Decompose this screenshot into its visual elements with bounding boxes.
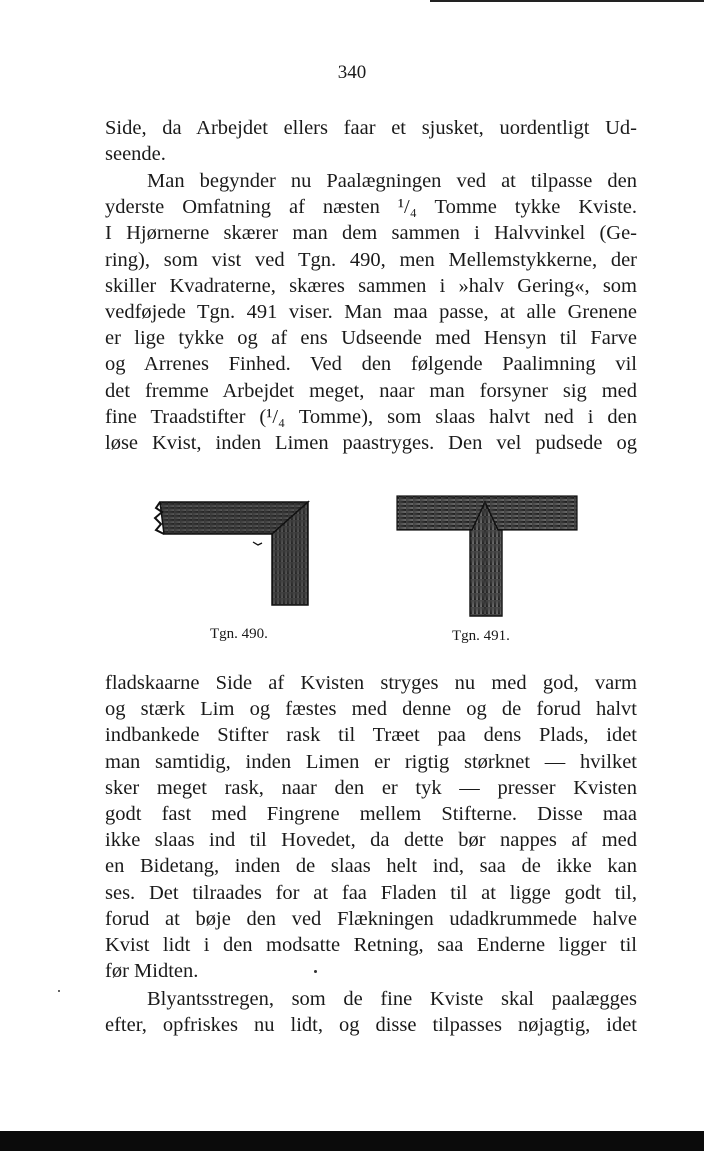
corner-joint-illustration xyxy=(150,490,315,615)
paragraph-4 xyxy=(105,986,637,1038)
text-line: vedføjede Tgn. 491 viser. Man maa passe, at alle Grenene xyxy=(105,301,637,324)
text-line: sker meget rask, naar den er tyk — presser Kvisten xyxy=(105,776,637,799)
text-line: løse Kvist, inden Limen paastryges. Den vel pudsede og xyxy=(105,432,637,455)
text-line: en Bidetang, inden de slaas helt ind, saa de ikke kan xyxy=(105,855,637,878)
text-line: Blyantsstregen, som de fine Kviste skal paalægges xyxy=(147,988,637,1010)
t-joint-illustration xyxy=(385,488,585,618)
text-line: ses. Det tilraades for at faa Fladen til at ligge godt til, xyxy=(105,881,637,904)
text-line: Side, da Arbejdet ellers faar et sjusket, uordentligt Ud- xyxy=(105,117,637,139)
print-speck xyxy=(58,990,60,992)
text-line: indbankede Stifter rask til Træet paa dens Plads, idet xyxy=(105,724,637,747)
text-line: før Midten. xyxy=(105,960,199,983)
top-rule xyxy=(430,0,704,2)
text-line: seende. xyxy=(105,143,166,166)
text-line: det fremme Arbejdet meget, naar man forsyner sig med xyxy=(105,379,637,402)
paragraph-1 xyxy=(105,115,637,167)
text-line: efter, opfriskes nu lidt, og disse tilpasses nøjagtig, idet xyxy=(105,1014,637,1037)
figure-490-mitre-corner xyxy=(150,490,315,615)
text-line: Kvist lidt i den modsatte Retning, saa Enderne ligger til xyxy=(105,934,637,957)
figure-491-t-joint xyxy=(385,488,585,618)
text-line: ikke slaas ind til Hovedet, da dette bør nappes af med xyxy=(105,829,637,852)
text-line: og stærk Lim og fæstes med denne og de forud halvt xyxy=(105,698,637,721)
text-line: fine Traadstifter (¹/₄ Tomme), som slaas halvt ned i den xyxy=(105,405,637,428)
text-line: ring), som vist ved Tgn. 490, men Mellemstykkerne, der xyxy=(105,248,637,271)
text-line: godt fast med Fingrene mellem Stifterne. Disse maa xyxy=(105,803,637,826)
paragraph-2 xyxy=(105,168,637,456)
page-number: 340 xyxy=(337,62,367,83)
text-line: man samtidig, inden Limen er rigtig størknet — hvilket xyxy=(105,750,637,773)
text-line: yderste Omfatning af næsten ¹/₄ Tomme tykke Kviste. xyxy=(105,196,637,219)
text-line: og Arrenes Finhed. Ved den følgende Paalimning vil xyxy=(105,353,637,376)
text-line: forud at bøje den ved Flækningen udadkrummede halve xyxy=(105,907,637,930)
text-line: er lige tykke og af ens Udseende med Hensyn til Farve xyxy=(105,327,637,350)
text-line: I Hjørnerne skærer man dem sammen i Halvvinkel (Ge- xyxy=(105,222,637,245)
scan-bottom-edge xyxy=(0,1131,704,1151)
figure-491-caption: Tgn. 491. xyxy=(452,628,510,644)
figure-490-caption: Tgn. 490. xyxy=(210,626,268,642)
text-line: skiller Kvadraterne, skæres sammen i »halv Gering«, som xyxy=(105,274,637,297)
text-line: fladskaarne Side af Kvisten stryges nu med god, varm xyxy=(105,672,637,694)
print-speck xyxy=(314,970,317,973)
text-line: Man begynder nu Paalægningen ved at tilpasse den xyxy=(147,170,637,192)
paragraph-3 xyxy=(105,670,637,984)
